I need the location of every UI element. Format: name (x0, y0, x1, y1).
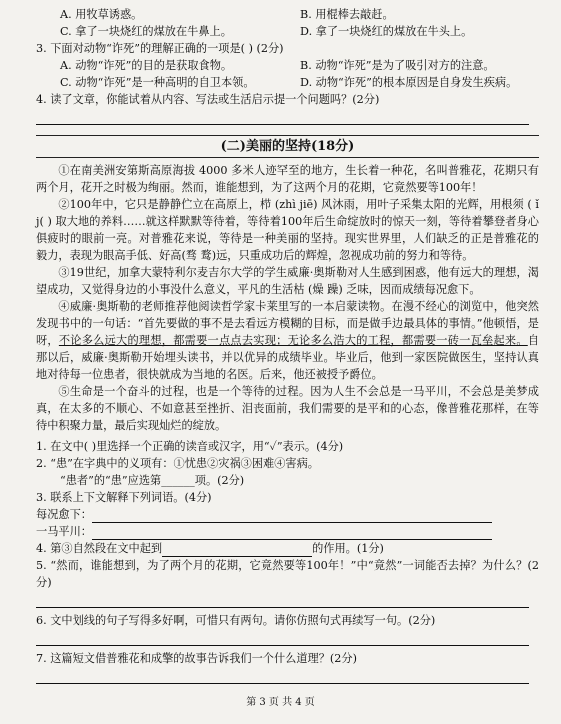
question-1: 1. 在文中( )里选择一个正确的读音或汉字，用“✓”表示。(4分) (36, 440, 344, 453)
option-d: D. 拿了一块烧红的煤放在牛头上。 (300, 25, 473, 38)
question-3-stem: 3. 下面对动物“诈死”的理解正确的一项是( ) (2分) (36, 42, 284, 55)
answer-line (36, 593, 529, 608)
option-a: A. 用牧草诱惑。 (60, 8, 143, 21)
paragraph-4-part-2: 自那以后，威廉·奥斯勒开始埋头读书，并以优异的成绩毕业。毕业后，他到一家医院做医生，坚持认真地对待每一位患者，很快就成为当地的名医。后来，他还被授予爵位。 (36, 334, 539, 381)
word-1-answer-line (92, 510, 492, 523)
paragraph-4 (36, 298, 539, 383)
prev-options-row-1 (36, 6, 539, 23)
question-3-options-row-2 (36, 74, 539, 91)
answer-line (36, 110, 529, 125)
option-c: C. 拿了一块烧红的煤放在牛鼻上。 (60, 25, 232, 38)
question-3-options-row-1 (36, 57, 539, 74)
option-b: B. 用棍棒去敲赶。 (300, 8, 394, 21)
question-4-part-1: 4. 第③自然段在文中起到 (36, 542, 163, 555)
word-2-label: 一马平川： (36, 525, 92, 538)
section-title: (二)美丽的坚持(18分) (36, 135, 539, 158)
word-1-label: 每况愈下： (36, 508, 92, 521)
paragraph-1: ①在南美洲安第斯高原海拔 4000 多米人迹罕至的地方，生长着一种花，名叫普雅花，花期只有两个月，花开之时极为绚丽。然而，谁能想到，为了这两个月的花期，它竟然要等100年！ (36, 164, 539, 194)
prev-options-row-2 (36, 23, 539, 40)
question-4-stem: 4. 读了文章，你能试着从内容、写法或生活启示提一个问题吗？(2分) (36, 93, 380, 106)
paragraph-2: ②100年中，它只是静静伫立在高原上，栉 (zhì jiē) 风沐雨，用叶子采集太阳的光辉，用根须 ( ǐ j( ) 取大地的养料……就这样默默等待着，等待着100年后生命绽放时的惊天一刻，等待着攀登者身心俱疲时的眼前一亮。对普雅花来说，等待是一种美丽的坚持。现实世界里，人们缺乏的正是普雅花的毅力，表现为眼高手低、好高(骛 鹜)远，只重成功后的辉煌，忽视成功前的努力和等待。 (36, 198, 539, 262)
question-2-line-2: “患者”的“患”应选第______项。(2分) (60, 474, 245, 487)
page-number: 第 3 页 共 4 页 (246, 697, 315, 708)
question-3: 3. 联系上下文解释下列词语。(4分) (36, 491, 212, 504)
question-5: 5. “然而，谁能想到，为了两个月的花期，它竟然要等100年！”中“竟然”一词能否去掉？为什么？(2分) (36, 559, 539, 589)
paragraph-4-part-1: ④威廉·奥斯勒的老师推荐他阅读哲学家卡莱里写的一本启蒙读物。在漫不经心的浏览中，他突然发现书中的一句话：“首先要做的事不是去看远方模糊的目标，而是做手边最具体的事情。”他顿悟，是呀， (36, 300, 539, 347)
word-2-row (36, 523, 539, 540)
question-4-part-2: 的作用。(1分) (312, 542, 384, 555)
answer-line (36, 631, 529, 646)
q3-option-a: A. 动物“诈死”的目的是获取食物。 (60, 59, 233, 72)
paragraph-3: ③19世纪，加拿大蒙特利尔麦吉尔大学的学生威廉·奥斯勒对人生感到困惑，他有远大的理想，渴望成功，又觉得身边的小事没什么意义，平凡的生活枯 (燥 躁) 乏味，因而成绩每况愈下。 (36, 266, 539, 296)
question-6: 6. 文中划线的句子写得多好啊，可惜只有两句。请你仿照句式再续写一句。(2分) (36, 614, 436, 627)
q3-option-d: D. 动物“诈死”的根本原因是自身发生疾病。 (300, 76, 518, 89)
question-2-line-1: 2. “患”在字典中的义项有：①忧患②灾祸③困难④害病。 (36, 457, 319, 470)
answer-line (36, 669, 529, 684)
question-4-blank (162, 544, 312, 557)
question-4 (36, 540, 539, 557)
question-7: 7. 这篇短文借普雅花和成擎的故事告诉我们一个什么道理？(2分) (36, 652, 357, 665)
q3-option-b: B. 动物“诈死”是为了吸引对方的注意。 (300, 59, 495, 72)
word-1-row (36, 506, 539, 523)
word-2-answer-line (92, 527, 492, 540)
underlined-sentence: 不论多么远大的理想，都需要一点点去实现；无论多么浩大的工程，都需要一砖一瓦垒起来。 (58, 334, 528, 347)
q3-option-c: C. 动物“诈死”是一种高明的自卫本领。 (60, 76, 255, 89)
paragraph-5: ⑤生命是一个奋斗的过程，也是一个等待的过程。因为人生不会总是一马平川，不会总是美梦成真，在太多的不顺心、不如意甚至挫折、泪丧面前，我们需要的是平和的心态，像普雅花那样，在等待中积聚力量，最后实现灿烂的绽放。 (36, 385, 539, 432)
